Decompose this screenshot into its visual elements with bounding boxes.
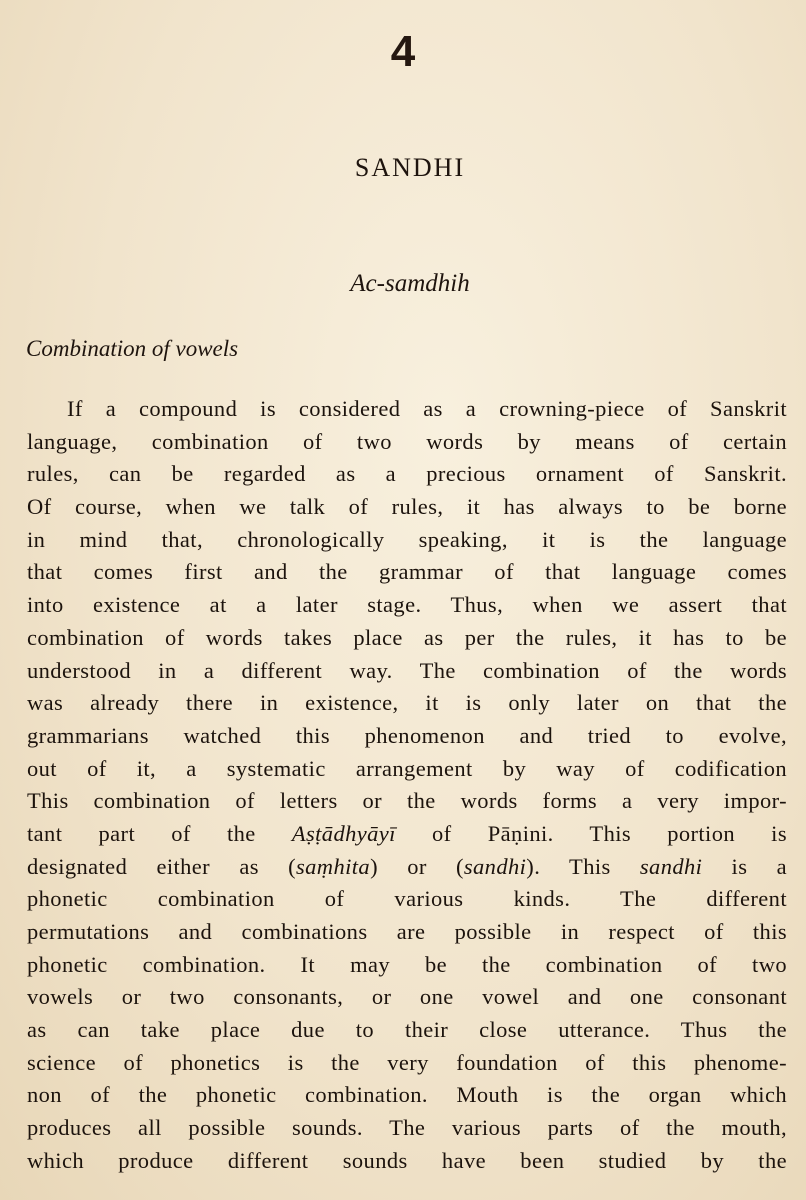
text-line: combination of words takes place as per the rules, it has to be: [27, 624, 787, 650]
text-line: This combination of letters or the words forms a very impor-: [27, 788, 787, 814]
text-line: If a compound is considered as a crowning-piece of Sanskrit: [67, 396, 787, 421]
text-line: [27, 851, 787, 884]
text-line: into existence at a later stage. Thus, when we assert that: [27, 592, 787, 618]
text-line: [27, 818, 787, 851]
text-line: phonetic combination of various kinds. The different: [27, 886, 787, 912]
text-run: tant part of the: [27, 820, 292, 846]
text-line: vowels or two consonants, or one vowel and one consonant: [27, 984, 787, 1010]
text-run: of Pāṇini. This portion is: [395, 820, 787, 846]
text-line: as can take place due to their close utterance. Thus the: [27, 1017, 787, 1043]
text-run: designated either as (: [27, 853, 296, 879]
italic-term-sandhi: sandhi: [639, 853, 703, 879]
text-line: language, combination of two words by means of certain: [27, 428, 787, 454]
subsection-heading: Combination of vowels: [26, 336, 239, 361]
text-line: which produce different sounds have been studied by the: [27, 1147, 787, 1173]
text-line: science of phonetics is the very foundation of this phenome-: [27, 1049, 787, 1075]
text-run: is a: [702, 853, 787, 879]
text-line: rules, can be regarded as a precious ornament of Sanskrit.: [27, 461, 787, 487]
body-paragraph: [27, 393, 787, 1178]
section-heading: Ac-samdhih: [350, 270, 470, 297]
text-line: produces all possible sounds. The various parts of the mouth,: [27, 1115, 787, 1141]
text-line: in mind that, chronologically speaking, it is the language: [27, 526, 787, 552]
text-line: that comes first and the grammar of that language comes: [27, 559, 787, 585]
text-line: non of the phonetic combination. Mouth is the organ which: [27, 1082, 787, 1108]
text-line: out of it, a systematic arrangement by way of codification: [27, 755, 787, 781]
text-line: grammarians watched this phenomenon and tried to evolve,: [27, 722, 787, 748]
italic-term-sandhi: sandhi: [463, 853, 527, 879]
text-line: understood in a different way. The combination of the words: [27, 657, 787, 683]
text-line: phonetic combination. It may be the combination of two: [27, 951, 787, 977]
text-line: Of course, when we talk of rules, it has always to be borne: [27, 494, 787, 520]
chapter-number: 4: [390, 27, 416, 76]
chapter-title: SANDHI: [354, 153, 466, 182]
text-run: ). This: [526, 853, 640, 879]
italic-term-samhita: saṃhita: [296, 853, 371, 879]
italic-title-astadhyayi: Aṣṭādhyāyī: [291, 820, 396, 846]
text-run: ) or (: [370, 853, 464, 879]
text-line: permutations and combinations are possible in respect of this: [27, 919, 787, 944]
text-line: was already there in existence, it is only later on that the: [27, 690, 787, 716]
